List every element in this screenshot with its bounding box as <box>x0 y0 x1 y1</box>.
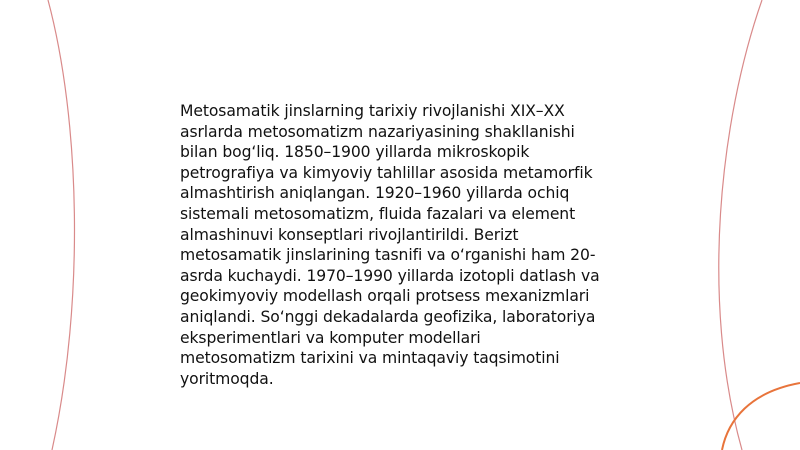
body-line: almashtirish aniqlangan. 1920–1960 yillarda ochiq <box>180 184 570 203</box>
body-line: metosomatizm tarixini va mintaqaviy taqsimotini <box>180 349 560 368</box>
body-line: asrda kuchaydi. 1970–1990 yillarda izotopli datlash va <box>180 266 600 285</box>
body-line: asrlarda metosomatizm nazariyasining shakllanishi <box>180 122 575 141</box>
body-line: sistemali metosomatizm, fluida fazalari va element <box>180 204 576 223</box>
body-text <box>180 101 625 389</box>
body-line: aniqlandi. So‘nggi dekadalarda geofizika, laboratoriya <box>180 307 596 326</box>
body-line: petrografiya va kimyoviy tahlillar asosida metamorfik <box>180 163 593 182</box>
body-line: Metosamatik jinslarning tarixiy rivojlanishi XIX–XX <box>180 102 565 120</box>
body-line: eksperimentlari va komputer modellari <box>180 328 481 347</box>
body-line: bilan bog‘liq. 1850–1900 yillarda mikroskopik <box>180 143 530 162</box>
left-arc <box>48 0 74 450</box>
body-line: geokimyoviy modellash orqali protsess mexanizmlari <box>180 287 590 306</box>
right-arc <box>719 0 762 450</box>
body-line: yoritmoqda. <box>180 369 274 388</box>
body-line: metosamatik jinslarining tasnifi va o‘rganishi ham 20- <box>180 246 596 265</box>
body-line: almashinuvi konseptlari rivojlantirildi. Berizt <box>180 225 519 244</box>
